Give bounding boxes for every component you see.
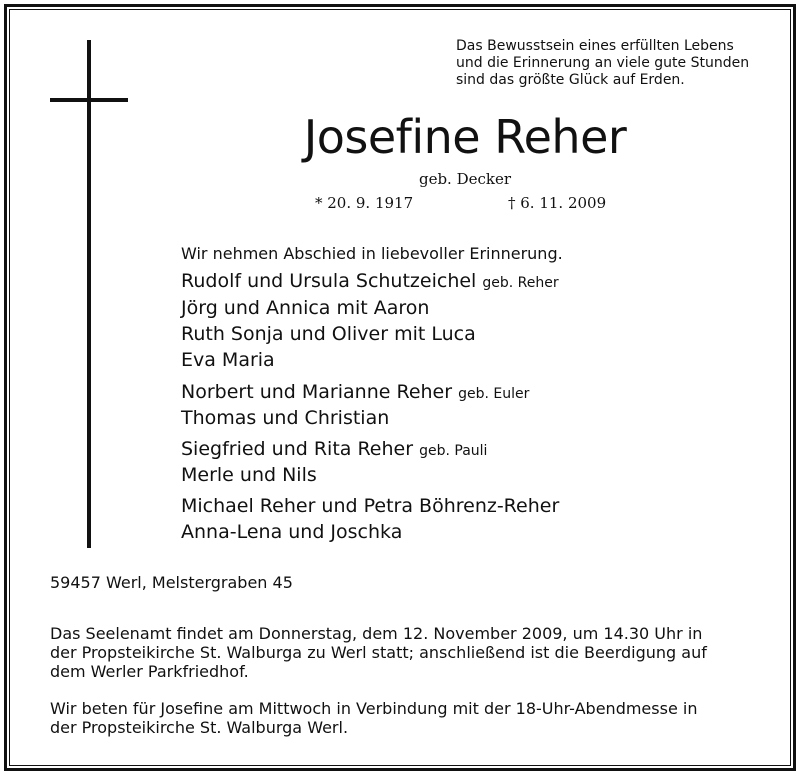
mourner-line <box>181 323 476 345</box>
mourner-line <box>181 464 317 486</box>
mourner-line <box>181 270 559 292</box>
mourner-line <box>181 521 402 543</box>
mourner-line <box>181 438 487 460</box>
funeral-notice <box>50 624 760 681</box>
mourner-text: Michael Reher und Petra Böhrenz-Reher <box>181 495 560 517</box>
memorial-quote <box>456 38 776 89</box>
birth-date: * 20. 9. 1917 <box>315 194 414 212</box>
death-date: † 6. 11. 2009 <box>508 194 607 212</box>
family-address: 59457 Werl, Melstergraben 45 <box>50 573 293 592</box>
quote-line: und die Erinnerung an viele gute Stunden <box>456 55 750 71</box>
mourner-line <box>181 297 429 319</box>
mourner-maiden-note: geb. Pauli <box>419 443 488 459</box>
prayer-line: Wir beten für Josefine am Mittwoch in Verbindung mit der 18-Uhr-Abendmesse in <box>50 699 698 718</box>
mourner-maiden-note: geb. Euler <box>458 386 530 402</box>
mourner-text: Anna-Lena und Joschka <box>181 521 403 543</box>
quote-line: sind das größte Glück auf Erden. <box>456 72 685 88</box>
funeral-line: dem Werler Parkfriedhof. <box>50 662 249 681</box>
mourner-text: Merle und Nils <box>181 464 317 486</box>
mourner-maiden-note: geb. Reher <box>482 275 559 291</box>
prayer-notice <box>50 699 760 737</box>
cross-horizontal-bar <box>50 98 128 102</box>
prayer-line: der Propsteikirche St. Walburga Werl. <box>50 718 349 737</box>
mourner-text: Ruth Sonja und Oliver mit Luca <box>181 323 476 345</box>
mourner-text: Jörg und Annica mit Aaron <box>181 297 430 319</box>
mourner-line <box>181 495 559 517</box>
mourner-line <box>181 381 529 403</box>
mourner-text: Siegfried und Rita Reher <box>181 438 414 460</box>
mourner-text: Thomas und Christian <box>181 407 390 429</box>
mourner-line <box>181 407 389 429</box>
deceased-name: Josefine Reher <box>303 110 627 164</box>
mourner-text: Eva Maria <box>181 349 275 371</box>
quote-line: Das Bewusstsein eines erfüllten Lebens <box>456 38 734 54</box>
mourner-text: Rudolf und Ursula Schutzeichel <box>181 270 477 292</box>
funeral-line: Das Seelenamt findet am Donnerstag, dem 12. November 2009, um 14.30 Uhr in <box>50 624 703 643</box>
funeral-line: der Propsteikirche St. Walburga zu Werl statt; anschließend ist die Beerdigung auf <box>50 643 707 662</box>
mourner-line <box>181 349 275 371</box>
maiden-name: geb. Decker <box>418 170 512 188</box>
farewell-intro: Wir nehmen Abschied in liebevoller Erinnerung. <box>181 244 563 263</box>
mourner-text: Norbert und Marianne Reher <box>181 381 453 403</box>
